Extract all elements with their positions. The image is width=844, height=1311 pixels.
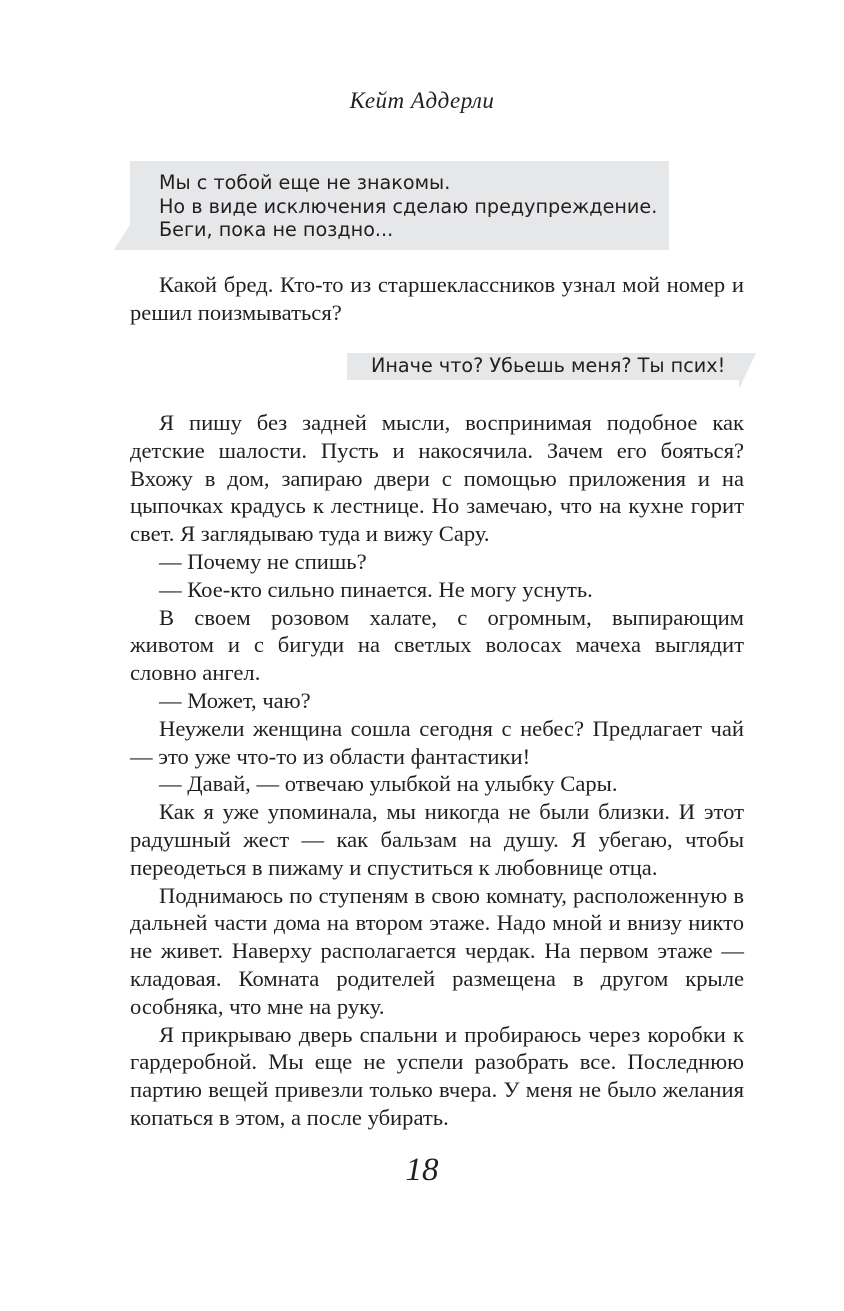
incoming-bubble-tail xyxy=(114,223,131,250)
intro-text xyxy=(130,271,744,327)
incoming-message-line: Мы с тобой еще не знакомы. xyxy=(159,171,451,194)
dialogue-line: — Давай, — отвечаю улыбкой на улыбку Сары. xyxy=(159,771,618,797)
paragraph: В своем розовом халате, с огромным, выпирающим животом и с бигуди на светлых волосах мачеха выглядит словно ангел. xyxy=(130,604,744,686)
body-text xyxy=(130,409,744,1132)
outgoing-message-bubble xyxy=(347,353,739,380)
outgoing-message-text: Иначе что? Убьешь меня? Ты псих! xyxy=(371,354,726,377)
running-header: Кейт Аддерли xyxy=(349,88,495,113)
incoming-message-bubble xyxy=(130,161,669,250)
paragraph: Поднимаюсь по ступеням в свою комнату, расположенную в дальней части дома на втором этаже. Надо мной и внизу никто не живет. Наверху располагается чердак. На первом этаже — кладовая. Комната родителей размещена в другом крыле особняка, что мне на руку. xyxy=(130,882,744,1019)
paragraph: Какой бред. Кто-то из старшеклассников узнал мой номер и решил поизмываться? xyxy=(130,272,744,325)
paragraph: Я прикрываю дверь спальни и пробираюсь через коробки к гардеробной. Мы еще не успели разобрать все. Последнюю партию вещей привезли только вчера. У меня не было желания копаться в этом, а после убирать. xyxy=(130,1021,744,1130)
paragraph: Я пишу без задней мысли, воспринимая подобное как детские шалости. Пусть и накосячила. Зачем его бояться? Вхожу в дом, запираю двери с помощью приложения и на цыпочках крадусь к лестнице. Но замечаю, что на кухне горит свет. Я заглядываю туда и вижу Сару. xyxy=(130,410,744,547)
paragraph: Как я уже упоминала, мы никогда не были близки. И этот радушный жест — как бальзам на душу. Я убегаю, чтобы переодеться в пижаму и спуститься к любовнице отца. xyxy=(130,799,744,880)
incoming-message-text xyxy=(159,171,657,242)
dialogue-line: — Почему не спишь? xyxy=(159,548,367,574)
incoming-message-line: Беги, пока не поздно... xyxy=(159,218,394,241)
outgoing-bubble-tail xyxy=(739,353,756,389)
paragraph: Неужели женщина сошла сегодня с небес? Предлагает чай — это уже что-то из области фантастики! xyxy=(130,715,744,769)
incoming-message-line: Но в виде исключения сделаю предупреждение. xyxy=(159,194,658,218)
dialogue-line: — Может, чаю? xyxy=(159,687,311,713)
page-number: 18 xyxy=(405,1152,439,1188)
dialogue-line: — Кое-кто сильно пинается. Не могу уснуть. xyxy=(159,576,593,602)
